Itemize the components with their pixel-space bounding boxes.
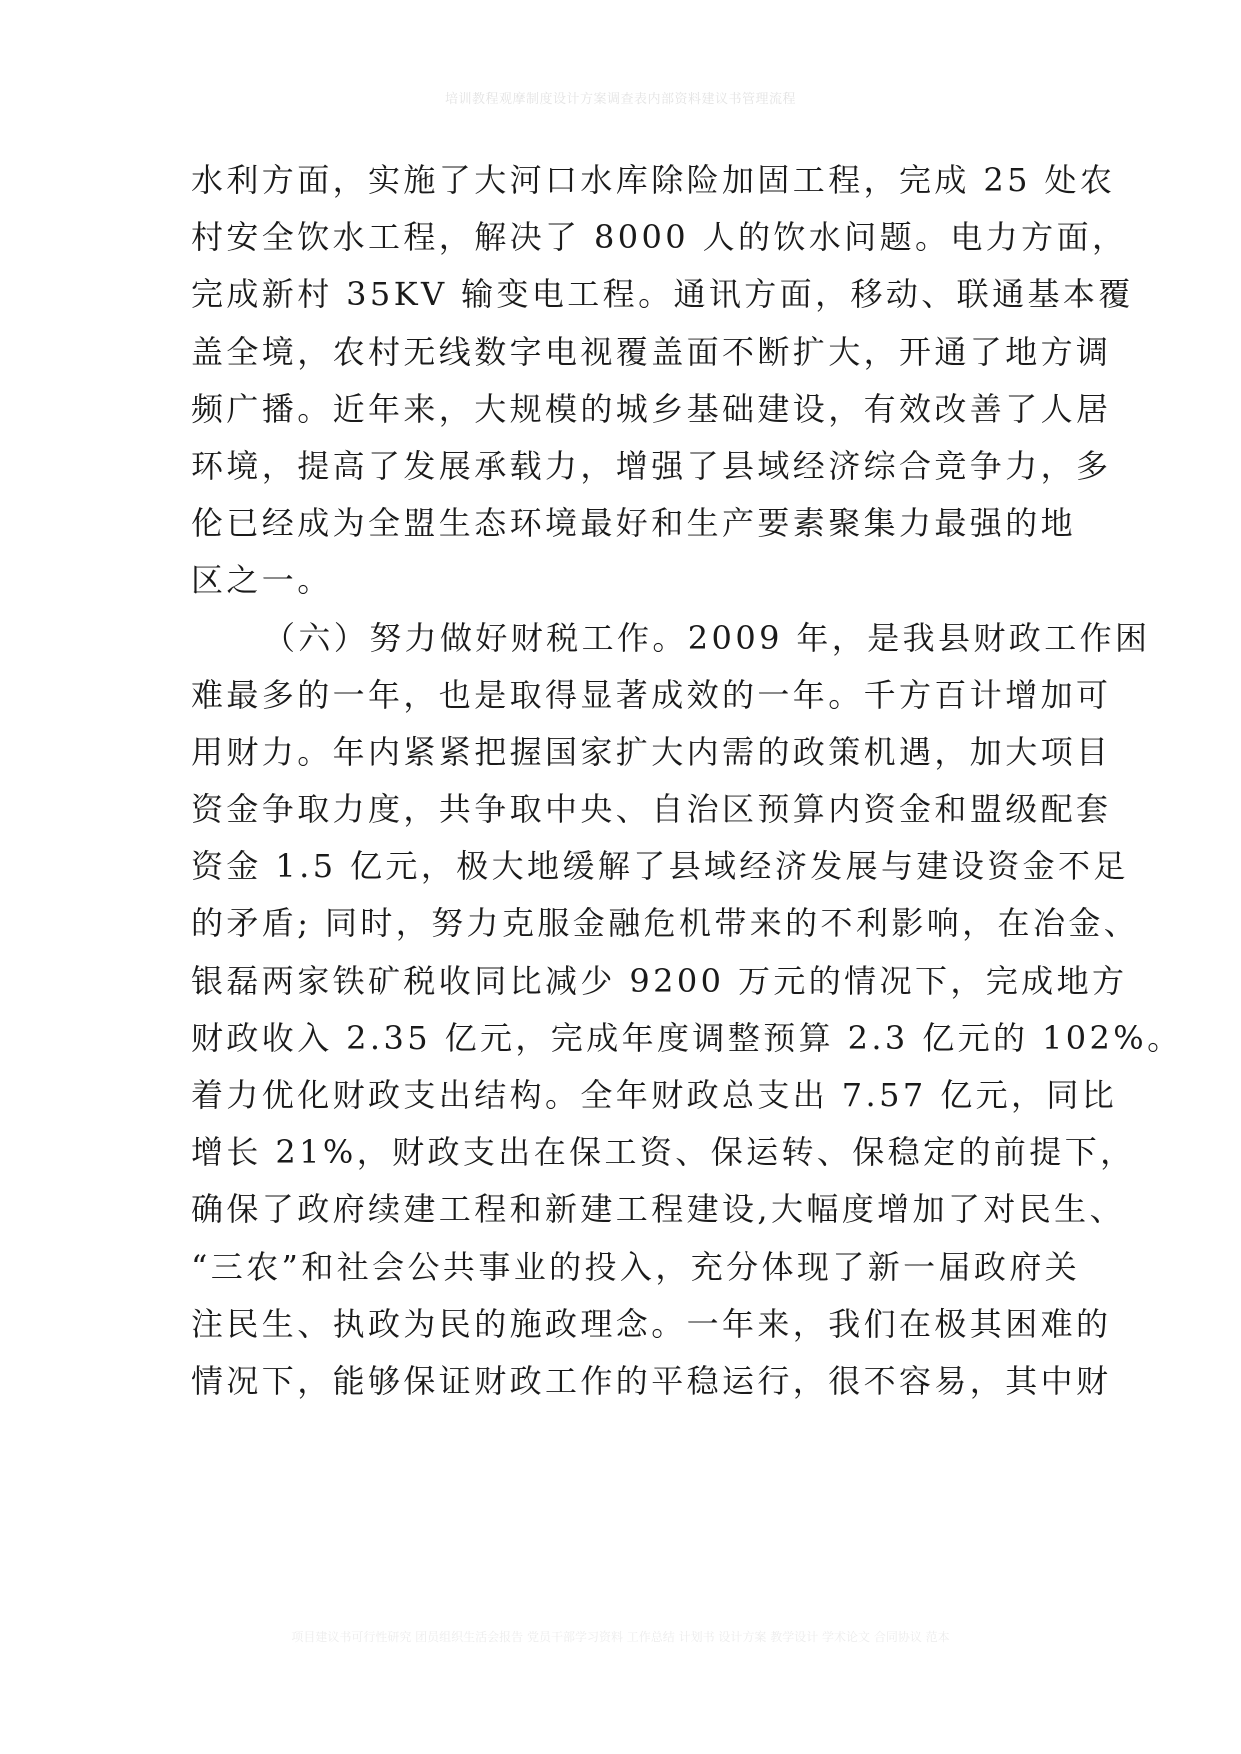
- text-line: 着力优化财政支出结构。全年财政总支出 7.57 亿元，同比: [191, 1076, 1118, 1114]
- text-line: 水利方面，实施了大河口水库除险加固工程，完成 25 处农: [191, 161, 1116, 199]
- text-line: 的矛盾; 同时，努力克服金融危机带来的不利影响，在冶金、: [191, 904, 1140, 943]
- text-line: 资金 1.5 亿元，极大地缓解了县域经济发展与建设资金不足: [191, 847, 1129, 886]
- text-line: 银磊两家铁矿税收同比减少 9200 万元的情况下，完成地方: [191, 961, 1128, 1000]
- text-line: 频广播。近年来，大规模的城乡基础建设，有效改善了人居: [191, 389, 1112, 428]
- text-line: 伦已经成为全盟生态环境最好和生产要素聚集力最强的地: [191, 504, 1077, 543]
- document-body: [191, 152, 1183, 1410]
- text-line: 环境，提高了发展承载力，增强了县域经济综合竞争力，多: [191, 446, 1112, 485]
- text-line: 确保了政府续建工程和新建工程建设,大幅度增加了对民生、: [191, 1190, 1125, 1229]
- page-footer-watermark: 项目建议书可行性研究 团员组织生活会报告 党员干部学习资料 工作总结 计划书 设计方案 教学设计 学术论文 合同协议 范本: [291, 1630, 950, 1644]
- text-line: 用财力。年内紧紧把握国家扩大内需的政策机遇，加大项目: [191, 732, 1112, 771]
- text-line: 盖全境，农村无线数字电视覆盖面不断扩大，开通了地方调: [191, 332, 1112, 371]
- text-line: 注民生、执政为民的施政理念。一年来，我们在极其困难的: [191, 1304, 1112, 1343]
- text-line: 财政收入 2.35 亿元，完成年度调整预算 2.3 亿元的 102%。: [191, 1018, 1183, 1057]
- text-line: 难最多的一年，也是取得显著成效的一年。千方百计增加可: [191, 675, 1112, 714]
- page-header-watermark: 培训教程观摩制度设计方案调查表内部资料建议书管理流程: [444, 92, 796, 107]
- text-line: 完成新村 35KV 输变电工程。通讯方面，移动、联通基本覆: [191, 275, 1134, 314]
- text-line: 村安全饮水工程，解决了 8000 人的饮水问题。电力方面，: [191, 218, 1128, 257]
- text-line: 资金争取力度，共争取中央、自治区预算内资金和盟级配套: [191, 790, 1112, 829]
- text-line: 情况下，能够保证财政工作的平稳运行，很不容易，其中财: [191, 1361, 1112, 1400]
- section-heading-line: （六）努力做好财税工作。2009 年，是我县财政工作困: [263, 618, 1151, 657]
- text-line: 区之一。: [191, 561, 333, 600]
- text-line: 增长 21%，财政支出在保工资、保运转、保稳定的前提下，: [191, 1133, 1136, 1172]
- text-line: “三农”和社会公共事业的投入，充分体现了新一届政府关: [191, 1247, 1081, 1286]
